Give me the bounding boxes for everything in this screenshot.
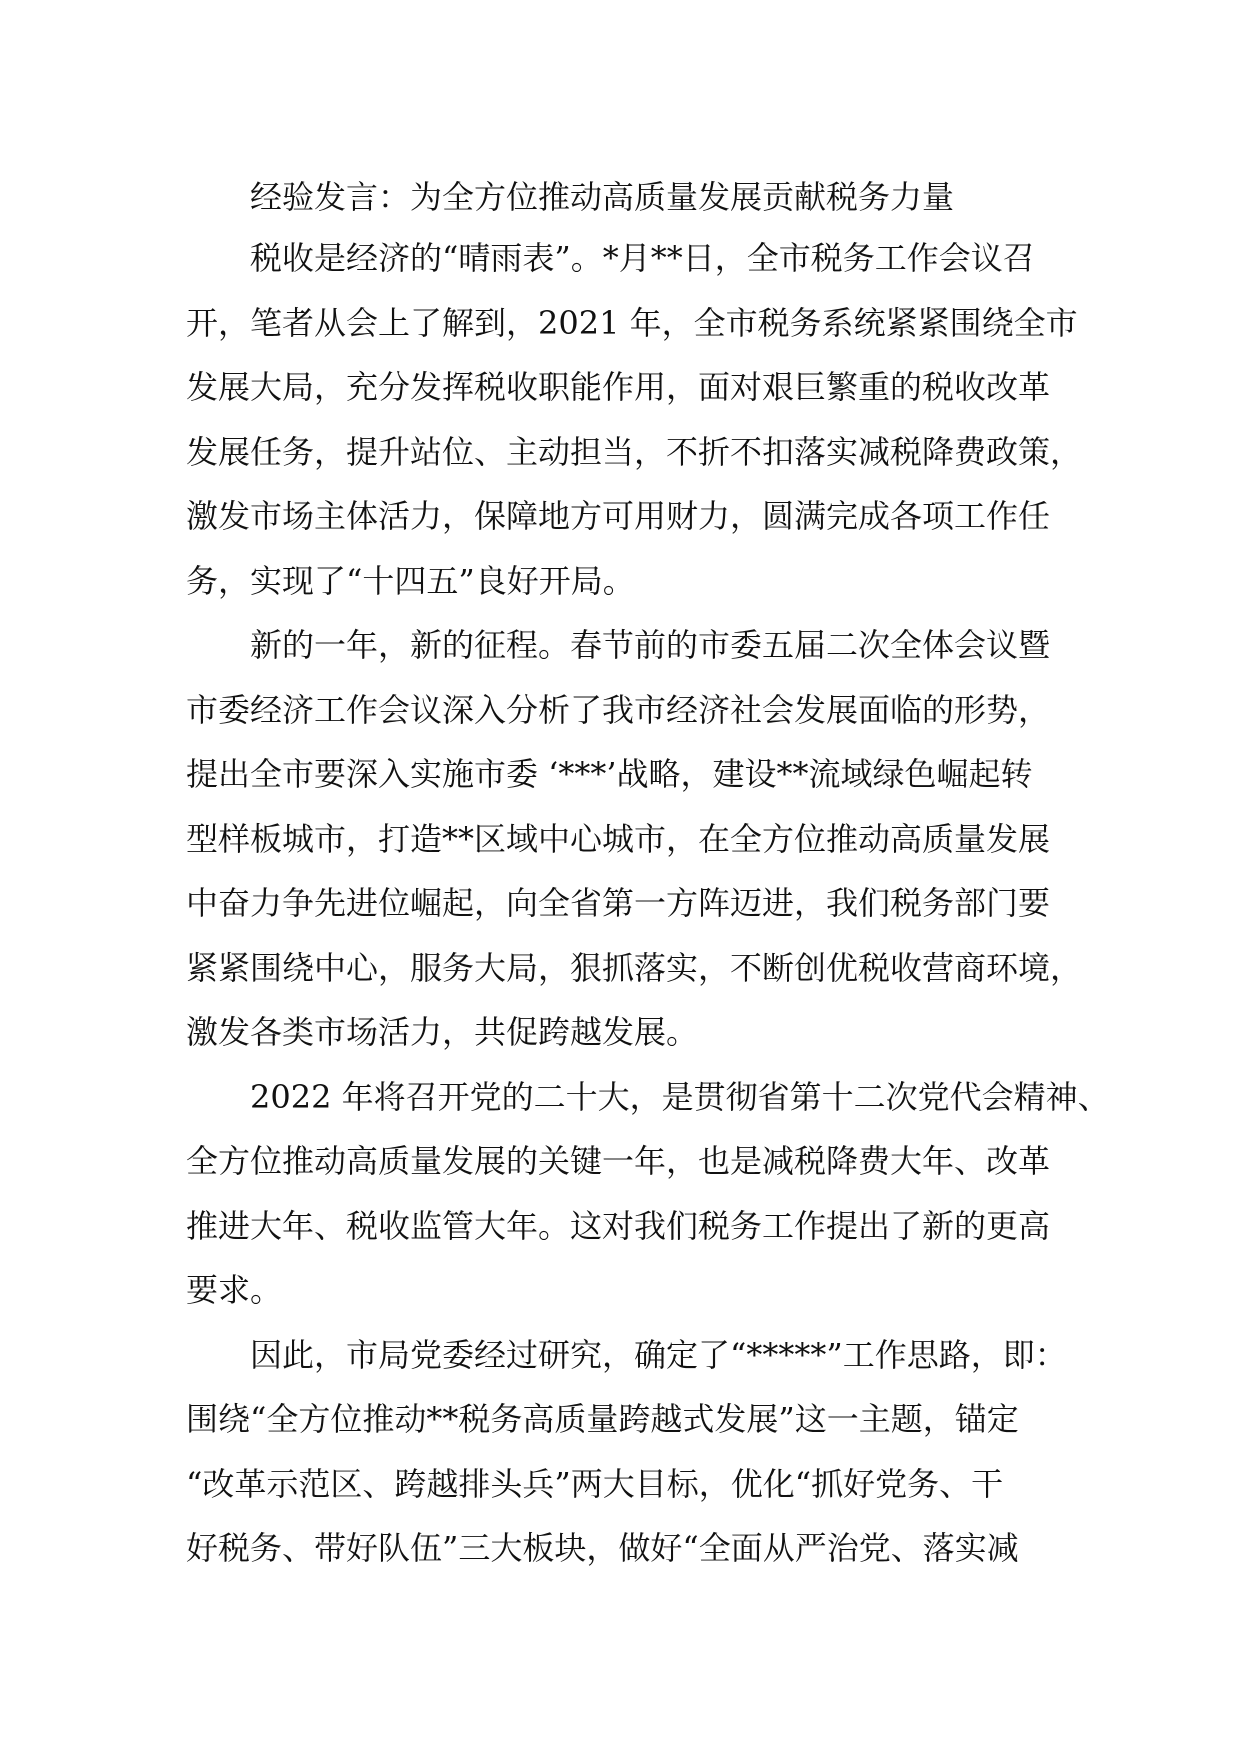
- paragraph-1-line-4: 发展任务，提升站位、主动担当，不折不扣落实减税降费政策，: [186, 432, 1083, 471]
- paragraph-2-line-6: 紧紧围绕中心，服务大局，狠抓落实，不断创优税收营商环境，: [186, 948, 1083, 987]
- paragraph-4-line-4: 好税务、带好队伍”三大板块，做好“全面从严治党、落实减: [186, 1529, 1019, 1567]
- paragraph-3-line-1: 2022 年将召开党的二十大，是贯彻省第十二次党代会精神、: [250, 1077, 1110, 1116]
- paragraph-2-line-3: 提出全市要深入实施市委 ‘***’战略，建设**流域绿色崛起转: [186, 755, 1033, 793]
- paragraph-1-line-2: 开，笔者从会上了解到，2021 年，全市税务系统紧紧围绕全市: [186, 303, 1078, 342]
- document-body: [186, 168, 1110, 1581]
- paragraph-2-line-1: 新的一年，新的征程。春节前的市委五届二次全体会议暨: [250, 626, 1051, 664]
- paragraph-3-line-3: 推进大年、税收监管大年。这对我们税务工作提出了新的更高: [186, 1206, 1051, 1245]
- paragraph-3-line-4: 要求。: [186, 1271, 283, 1309]
- paragraph-1-line-6: 务，实现了“十四五”良好开局。: [186, 561, 635, 600]
- paragraph-1-line-5: 激发市场主体活力，保障地方可用财力，圆满完成各项工作任: [186, 497, 1051, 535]
- paragraph-4-line-3: “改革示范区、跨越排头兵”两大目标，优化“抓好党务、干: [186, 1464, 1004, 1503]
- paragraph-1-line-3: 发展大局，充分发挥税收职能作用，面对艰巨繁重的税收改革: [186, 368, 1051, 406]
- paragraph-4-line-2: 围绕“全方位推动**税务高质量跨越式发展”这一主题，锚定: [186, 1400, 1019, 1438]
- paragraph-3-line-2: 全方位推动高质量发展的关键一年，也是减税降费大年、改革: [186, 1142, 1051, 1180]
- paragraph-2-line-2: 市委经济工作会议深入分析了我市经济社会发展面临的形势，: [186, 690, 1051, 729]
- paragraph-2-line-4: 型样板城市，打造**区域中心城市，在全方位推动高质量发展: [186, 819, 1051, 858]
- paragraph-2-line-7: 激发各类市场活力，共促跨越发展。: [186, 1013, 699, 1051]
- paragraph-1-line-1: 税收是经济的“晴雨表”。*月**日，全市税务工作会议召: [250, 239, 1035, 277]
- paragraph-2-line-5: 中奋力争先进位崛起，向全省第一方阵迈进，我们税务部门要: [186, 884, 1051, 922]
- document-title: 经验发言：为全方位推动高质量发展贡献税务力量: [250, 178, 955, 216]
- paragraph-4-line-1: 因此，市局党委经过研究，确定了“*****”工作思路，即：: [250, 1335, 1067, 1374]
